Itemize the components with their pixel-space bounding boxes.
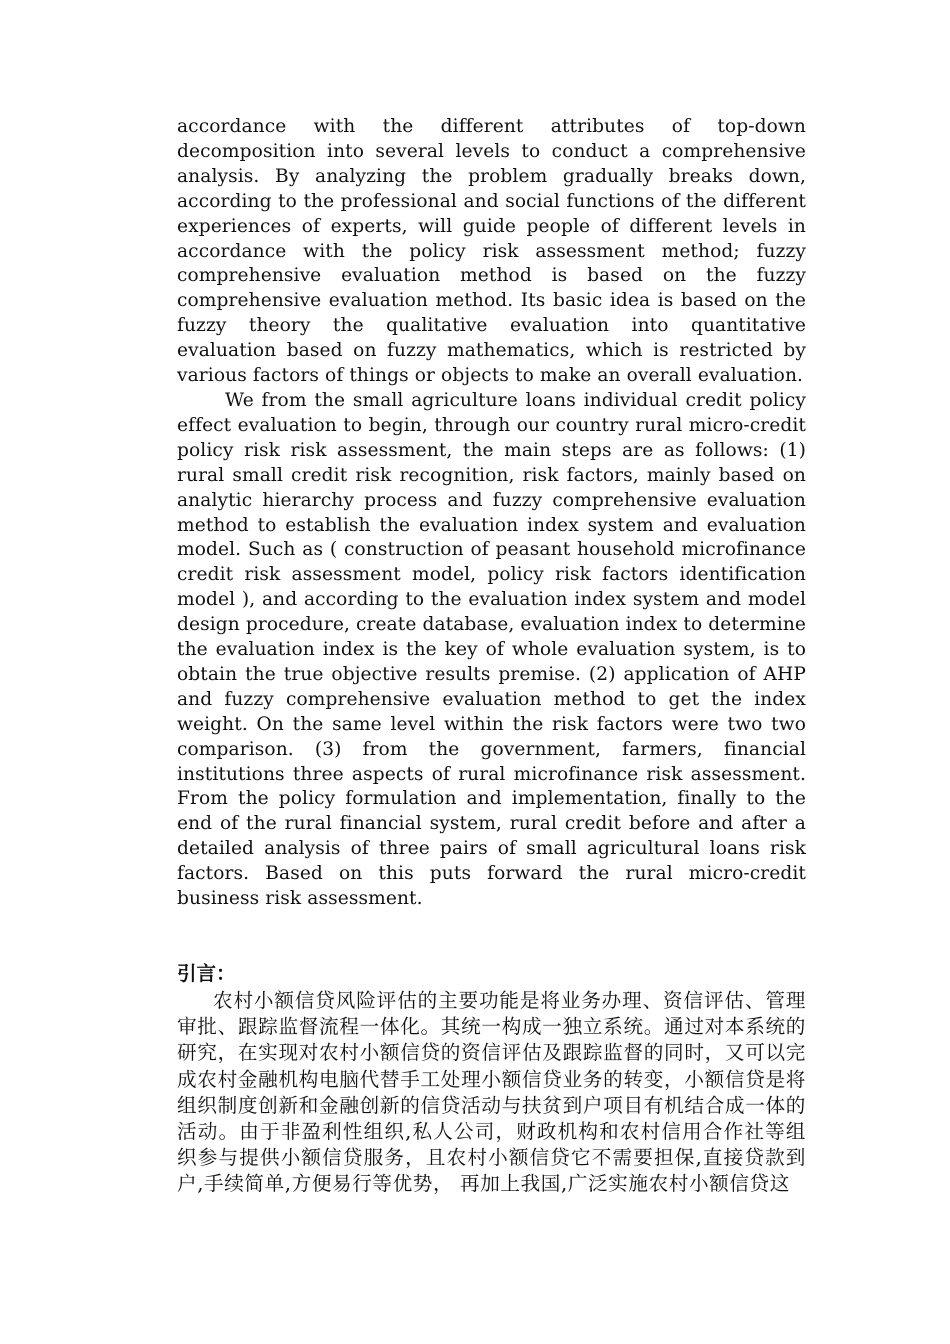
body-paragraph-steps: We from the small agriculture loans individual credit policy effect evaluation to begin, through our country rural micro-credit policy risk risk assessment, the main steps are as follows: (1) rural small credit risk recognition, risk factors, mainly based on analytic hierarchy process and fuzzy comprehensive evaluation method to establish the evaluation index system and evaluation model. Such as ( construction of peasant household microfinance credit risk assessment model, policy risk factors identification model ), and according to the evaluation index system and model design procedure, create database, evaluation index to determine the evaluation index is the key of whole evaluation system, is to obtain the true objective results premise. (2) application of AHP and fuzzy comprehensive evaluation method to get the index weight. On the same level within the risk factors were two two comparison. (3) from the government, farmers, financial institutions three aspects of rural microfinance risk assessment. From the policy formulation and implementation, finally to the end of the rural financial system, rural credit before and after a detailed analysis of three pairs of small agricultural loans risk factors. Based on this puts forward the rural micro-credit business risk assessment. [177, 389, 806, 910]
document-page [177, 115, 806, 1198]
body-paragraph-methods: accordance with the different attributes of top-down decomposition into several levels to conduct a comprehensive analysis. By analyzing the problem gradually breaks down, according to the professional and social functions of the different experiences of experts, will guide people of different levels in accordance with the policy risk assessment method; fuzzy comprehensive evaluation method is based on the fuzzy comprehensive evaluation method. Its basic idea is based on the fuzzy theory the qualitative evaluation into quantitative evaluation based on fuzzy mathematics, which is restricted by various factors of things or objects to make an overall evaluation. [177, 116, 806, 387]
body-paragraph-introduction: 农村小额信贷风险评估的主要功能是将业务办理、资信评估、管理审批、跟踪监督流程一体化。其统一构成一独立系统。通过对本系统的研究，在实现对农村小额信贷的资信评估及跟踪监督的同时，又可以完成农村金融机构电脑代替手工处理小额信贷业务的转变，小额信贷是将组织制度创新和金融创新的信贷活动与扶贫到户项目有机结合成一体的活动。由于非盈利性组织,私人公司，财政机构和农村信用合作社等组织参与提供小额信贷服务，且农村小额信贷它不需要担保,直接贷款到户,手续简单,方便易行等优势， 再加上我国,广泛实施农村小额信贷这 [177, 989, 806, 1196]
section-heading-introduction: 引言： [177, 962, 236, 985]
